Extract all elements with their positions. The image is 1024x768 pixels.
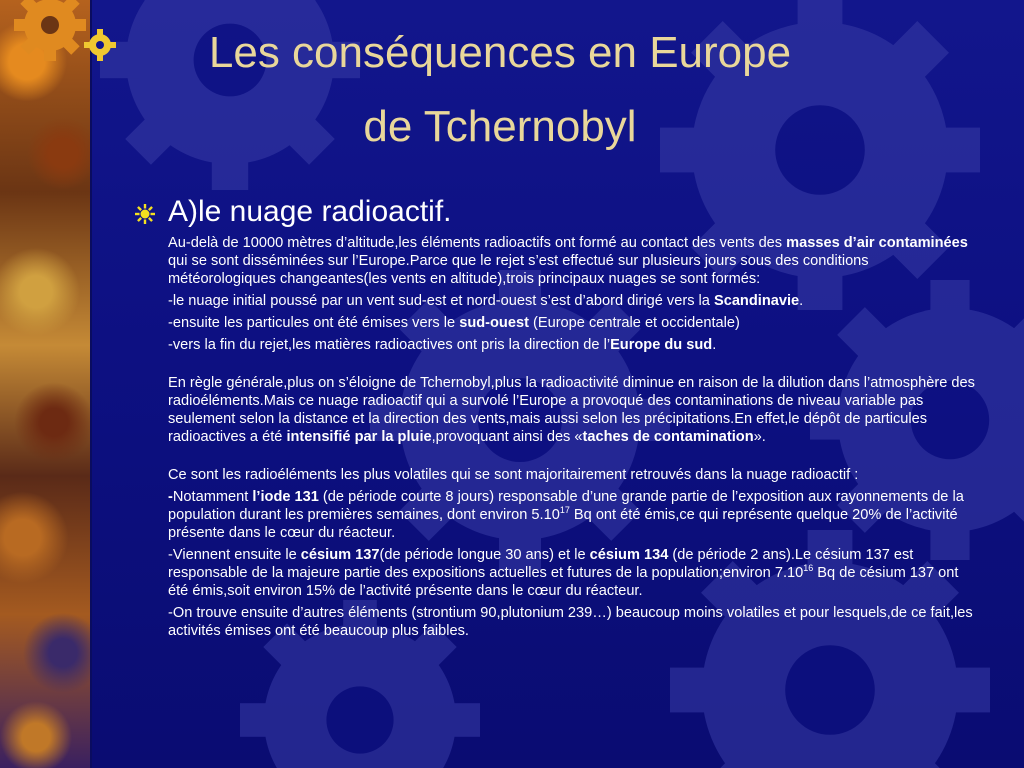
paragraph-regle-generale: En règle générale,plus on s’éloigne de Tchernobyl,plus la radioactivité diminue en raison de la dilution dans l’atmosphère des radioéléments.Mais ce nuage radioactif qui a survolé l’Europe a provoqué des contaminations de niveau variable pas seulement selon la distance et la direction des vents,mais aussi selon les précipitations.En effet,le dépôt de particules radioactives a été intensifié par la pluie,provoquant ainsi des «taches de contamination». xyxy=(168,375,975,445)
slide-body xyxy=(168,234,980,644)
paragraph-autres-elements: -On trouve ensuite d’autres éléments (strontium 90,plutonium 239…) beaucoup moins volatiles et pour lesquels,de ce fait,les activités émises ont été beaucoup plus faibles. xyxy=(168,605,973,639)
title-line-1: Les conséquences en Europe xyxy=(208,28,792,77)
paragraph-iode: -Notamment l’iode 131 (de période courte 8 jours) responsable d’une grande partie de l’exposition aux rayonnements de la population durant les premières semaines, dont environ 5.10$^{17}$ Bq ont été émis,ce qui représente quelque 20% de l’activité présente dans le cœur du réacteur. xyxy=(168,489,964,541)
sun-bullet-icon xyxy=(134,203,156,225)
section-heading: A)le nuage radioactif. xyxy=(168,195,452,228)
paragraph-sud-ouest: -ensuite les particules ont été émises vers le sud-ouest (Europe centrale et occidentale) xyxy=(168,315,740,331)
paragraph-europe-sud: -vers la fin du rejet,les matières radioactives ont pris la direction de l’Europe du sud. xyxy=(168,337,717,353)
paragraph-scandinavie: -le nuage initial poussé par un vent sud-est et nord-ouest s’est d’abord dirigé vers la Scandinavie. xyxy=(168,293,804,309)
paragraph-cesium: -Viennent ensuite le césium 137(de période longue 30 ans) et le césium 134 (de période 2 ans).Le césium 137 est responsable de la majeure partie des expositions actuelles et futures de la population;environ 7.10$^{16}$ Bq de césium 137 ont été émis,soit environ 15% de l’activité présente dans le cœur du réacteur. xyxy=(168,547,959,599)
paragraph-intro: Au-delà de 10000 mètres d’altitude,les éléments radioactifs ont formé au contact des vents des masses d’air contaminées qui se sont disséminées sur l’Europe.Parce que le rejet s’est effectué sur plusieurs jours sous des conditions météorologiques changeantes(les vents en altitude),trois principaux nuages se sont formés: xyxy=(168,235,968,287)
paragraph-radioelements: Ce sont les radioéléments les plus volatiles qui se sont majoritairement retrouvés dans la nuage radioactif : xyxy=(168,467,859,483)
title-line-2: de Tchernobyl xyxy=(363,102,637,151)
